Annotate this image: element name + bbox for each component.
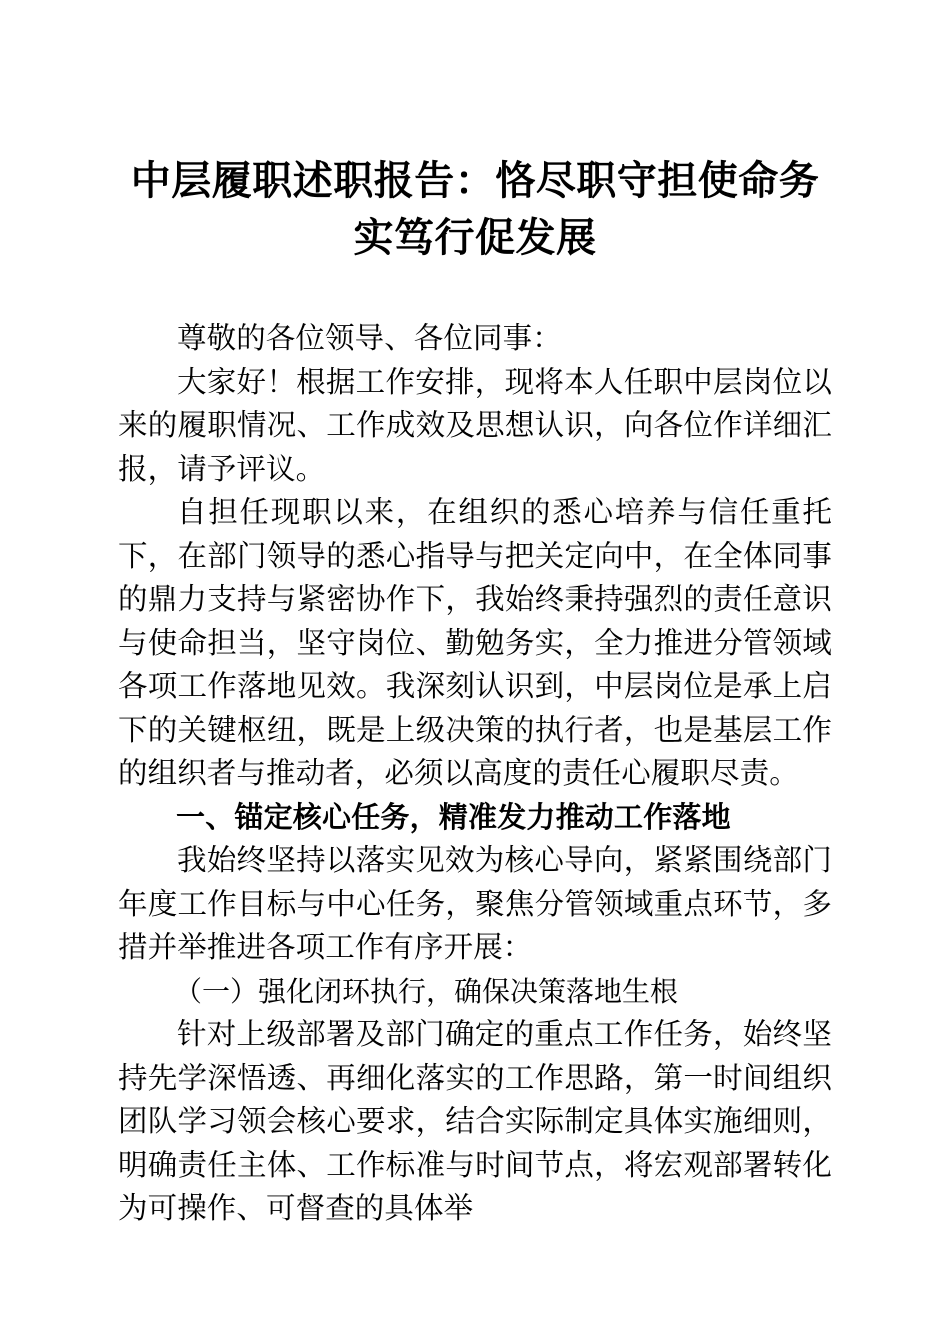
document-text-column xyxy=(118,0,832,1232)
salutation: 尊敬的各位领导、各位同事： xyxy=(177,323,562,355)
page-title-line-2: 实笃行促发展 xyxy=(353,215,597,260)
opening-paragraph: 大家好！根据工作安排，现将本人任职中层岗位以来的履职情况、工作成效及思想认识，向各位作详细汇报，请予评议。 xyxy=(118,366,832,486)
section-1-intro: 我始终坚持以落实见效为核心导向，紧紧围绕部门年度工作目标与中心任务，聚焦分管领域重点环节，多措并举推进各项工作有序开展： xyxy=(118,845,832,964)
preamble-paragraph: 自担任现职以来，在组织的悉心培养与信任重托下，在部门领导的悉心指导与把关定向中，在全体同事的鼎力支持与紧密协作下，我始终秉持强烈的责任意识与使命担当，坚守岗位、勤勉务实，全力推进分管领域各项工作落地见效。我深刻认识到，中层岗位是承上启下的关键枢纽，既是上级决策的执行者，也是基层工作的组织者与推动者，必须以高度的责任心履职尽责。 xyxy=(118,497,832,790)
page-title xyxy=(118,0,832,266)
sub-heading-1-1: （一）强化闭环执行，确保决策落地生根 xyxy=(174,976,679,1008)
sub-section-1-1-body: 针对上级部署及部门确定的重点工作任务，始终坚持先学深悟透、再细化落实的工作思路，第一时间组织团队学习领会核心要求，结合实际制定具体实施细则，明确责任主体、工作标准与时间节点，将宏观部署转化为可操作、可督查的具体举 xyxy=(118,1019,832,1225)
page-title-line-1: 中层履职述职报告：恪尽职守担使命务 xyxy=(130,158,820,203)
section-heading-1: 一、锚定核心任务，精准发力推动工作落地 xyxy=(176,801,731,834)
